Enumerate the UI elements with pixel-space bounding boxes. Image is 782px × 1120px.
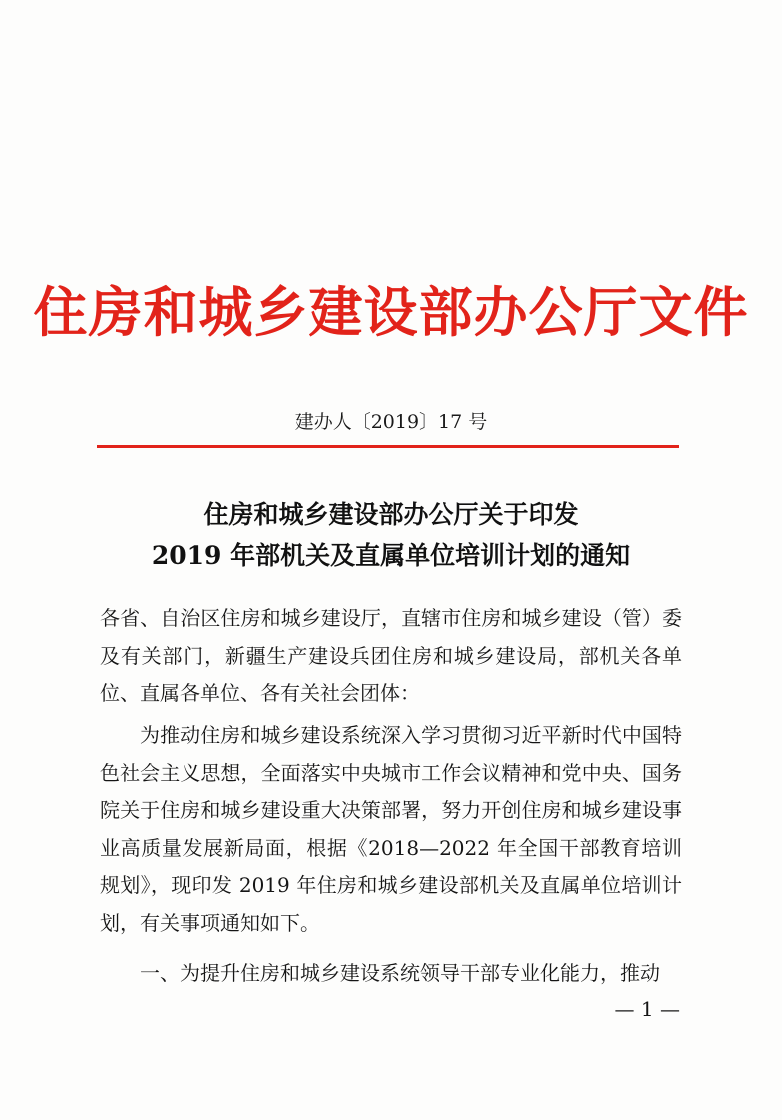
notice-title-line-1: 住房和城乡建设部办公厅关于印发	[203, 500, 579, 529]
document-number: 建办人〔2019〕17 号	[294, 411, 488, 433]
body-paragraph-2: 一、为提升住房和城乡建设系统领导干部专业化能力，推动	[140, 961, 660, 985]
notice-title	[0, 494, 782, 576]
notice-title-line-2: 2019 年部机关及直属单位培训计划的通知	[151, 541, 631, 570]
addressee-paragraph: 各省、自治区住房和城乡建设厅，直辖市住房和城乡建设（管）委及有关部门，新疆生产建设兵团住房和城乡建设局，部机关各单位、直属各单位、各有关社会团体：	[100, 606, 682, 705]
red-separator-line	[97, 445, 679, 448]
body-paragraph-1: 为推动住房和城乡建设系统深入学习贯彻习近平新时代中国特色社会主义思想，全面落实中央城市工作会议精神和党中央、国务院关于住房和城乡建设重大决策部署，努力开创住房和城乡建设事业高质量发展新局面，根据《2018—2022 年全国干部教育培训规划》，现印发 2019 年住房和城乡建设部机关及直属单位培训计划，有关事项通知如下。	[100, 723, 682, 935]
issuing-office-header: 住房和城乡建设部办公厅文件	[33, 280, 749, 344]
page-number: — 1 —	[614, 997, 680, 1021]
